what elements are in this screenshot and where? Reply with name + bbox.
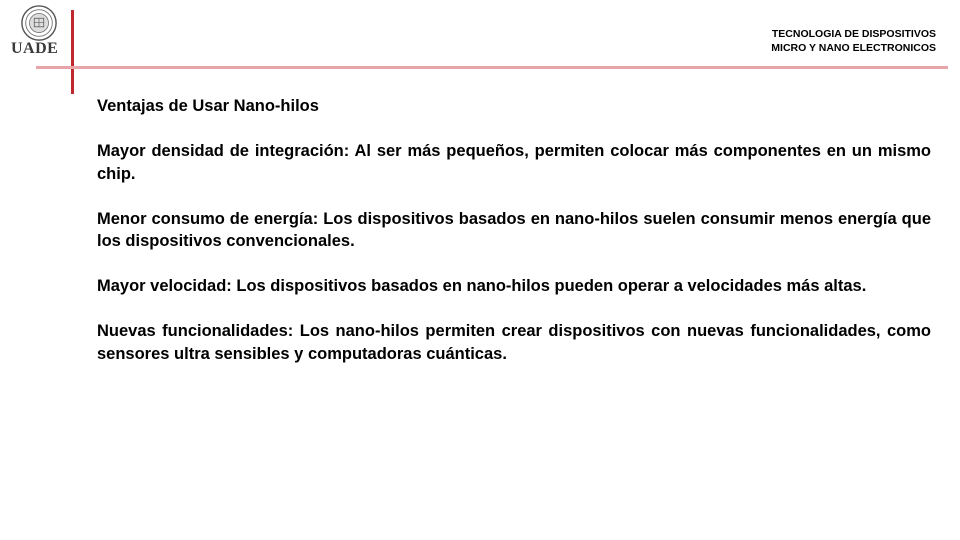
paragraph-integration-density: Mayor densidad de integración: Al ser más pequeños, permiten colocar más componentes en un mismo chip. bbox=[97, 142, 931, 183]
logo-wordmark: UADE bbox=[11, 40, 59, 57]
course-title bbox=[636, 27, 936, 55]
header-horizontal-divider bbox=[36, 66, 948, 69]
header-vertical-divider bbox=[71, 10, 74, 94]
course-title-line-2: MICRO Y NANO ELECTRONICOS bbox=[771, 42, 936, 54]
course-title-line-1: TECNOLOGIA DE DISPOSITIVOS bbox=[771, 28, 936, 40]
paragraph-energy-consumption: Menor consumo de energía: Los dispositivos basados en nano-hilos suelen consumir menos energía que los dispositivos convencionales. bbox=[97, 209, 931, 250]
university-seal-icon bbox=[20, 4, 58, 42]
uade-logo bbox=[10, 4, 66, 56]
paragraph-speed: Mayor velocidad: Los dispositivos basados en nano-hilos pueden operar a velocidades más altas. bbox=[97, 277, 867, 295]
paragraph-new-functionalities: Nuevas funcionalidades: Los nano-hilos permiten crear dispositivos con nuevas funcionalidades, como sensores ultra sensibles y computadoras cuánticas. bbox=[97, 322, 931, 363]
slide-body bbox=[97, 95, 931, 388]
slide-heading: Ventajas de Usar Nano-hilos bbox=[97, 97, 319, 115]
